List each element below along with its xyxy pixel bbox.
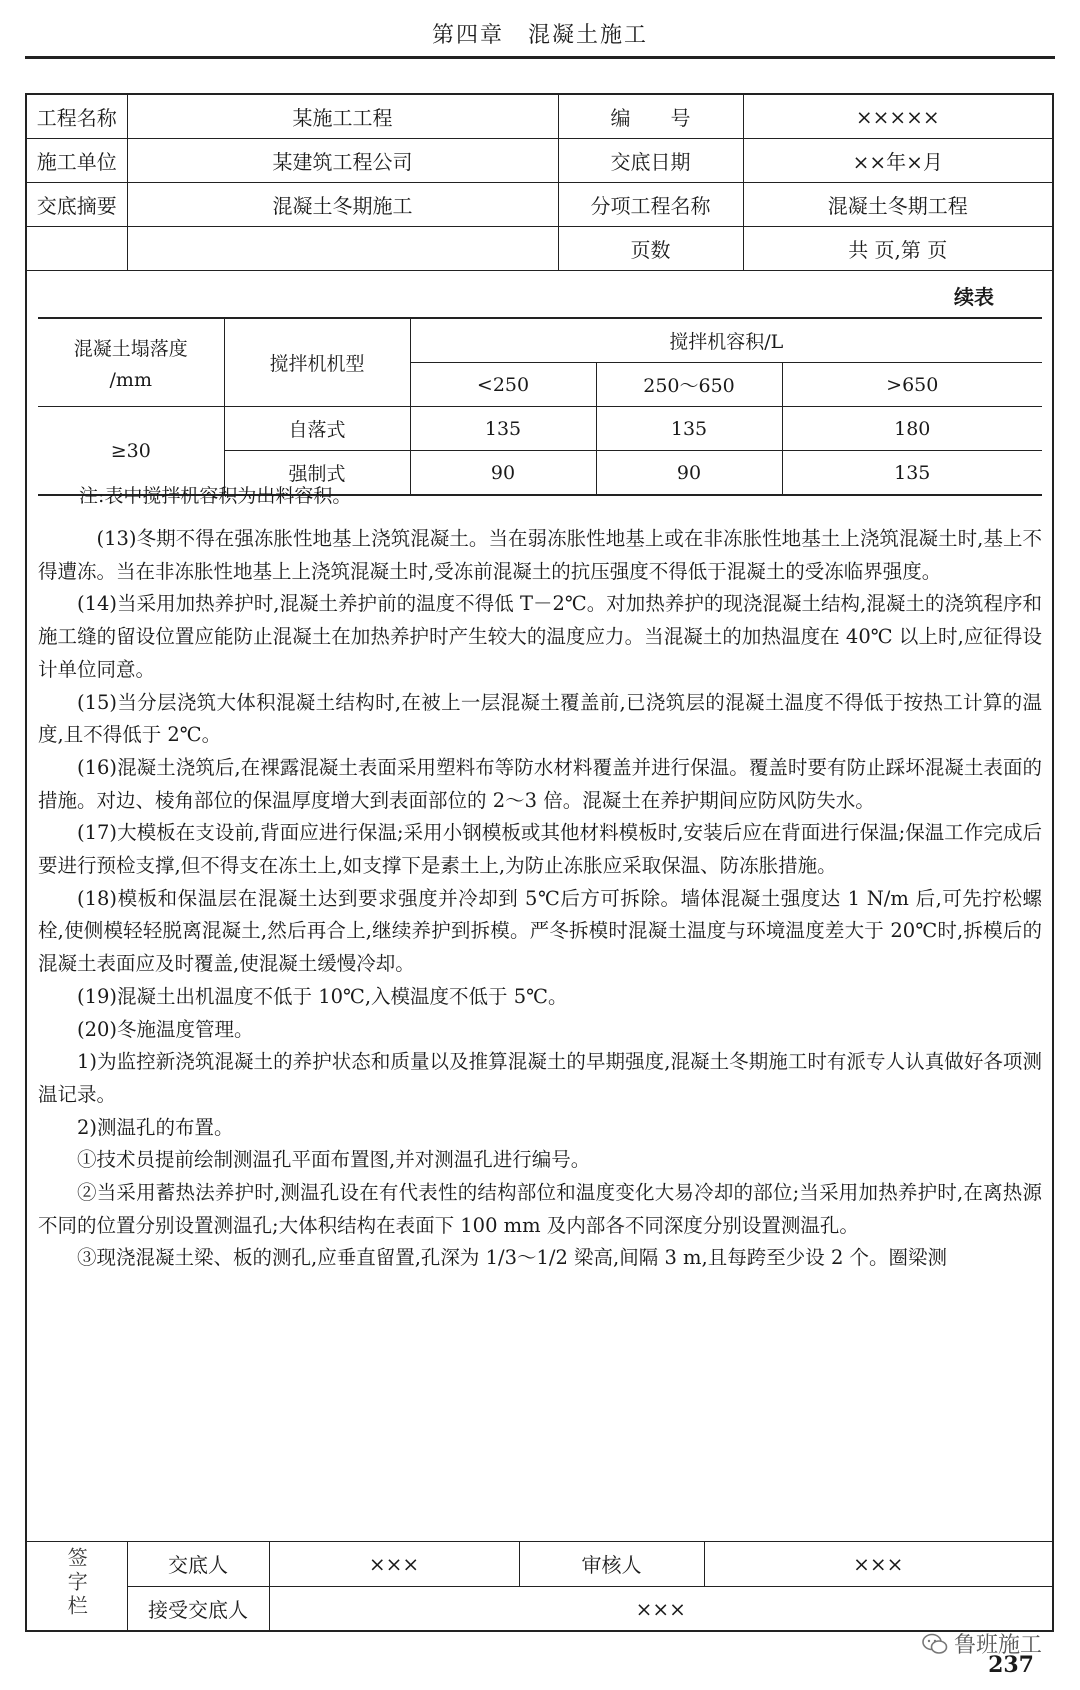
table-cell: 180: [782, 407, 1042, 451]
mixer-type-header: 搅拌机机型: [224, 318, 410, 407]
reviewer-value: ×××: [704, 1541, 1052, 1586]
table-cell: 135: [782, 451, 1042, 496]
table-cell: 135: [596, 407, 782, 451]
disclosure-document: [25, 93, 1054, 1632]
info-label: 交底摘要: [27, 183, 127, 227]
receiver-value: ×××: [269, 1586, 1052, 1631]
slump-header: [38, 318, 224, 407]
capacity-header: 搅拌机容积/L: [410, 318, 1042, 363]
body-text: [38, 523, 1042, 1275]
signature-section-label: 签字栏: [64, 1547, 89, 1620]
info-value: [127, 227, 558, 271]
paragraph: (14)当采用加热养护时,混凝土养护前的温度不得低 T－2℃。对加热养护的现浇混凝土结构,混凝土的浇筑程序和施工缝的留设位置应能防止混凝土在加热养护时产生较大的温度应力。当混凝土的加热温度在 40℃ 以上时,应征得设计单位同意。: [38, 592, 1042, 681]
paragraph: (17)大模板在支设前,背面应进行保温;采用小钢模板或其他材料模板时,安装后应在背面进行保温;保温工作完成后要进行预检支撑,但不得支在冻土上,如支撑下是素土上,为防止冻胀应采取保温、防冻胀措施。: [38, 821, 1042, 878]
info-value: ×××××: [743, 95, 1052, 139]
info-value: 共 页,第 页: [743, 227, 1052, 271]
wechat-icon: [922, 1633, 948, 1655]
chapter-header: 第四章 混凝土施工: [431, 23, 648, 48]
table-cell: 135: [410, 407, 596, 451]
paragraph: (18)模板和保温层在混凝土达到要求强度并冷却到 5℃后方可拆除。墙体混凝土强度达 1 N/m 后,可先拧松螺栓,使侧模轻轻脱离混凝土,然后再合上,继续养护到拆模。严冬拆模时混凝土温度与环境温度差大于 20℃时,拆模后的混凝土表面应及时覆盖,使混凝土缓慢冷却。: [38, 886, 1042, 976]
table-cell: 90: [410, 451, 596, 496]
paragraph: ①技术员提前绘制测温孔平面布置图,并对测温孔进行编号。: [77, 1148, 591, 1172]
info-label: 工程名称: [27, 95, 127, 139]
capacity-column: <250: [410, 363, 596, 407]
receiver-label: 接受交底人: [127, 1586, 269, 1631]
table-row: [38, 407, 1042, 451]
info-label: 施工单位: [27, 139, 127, 183]
disclosure-content: [27, 273, 1052, 1631]
paragraph: ②当采用蓄热法养护时,测温孔设在有代表性的结构部位和温度变化大易冷却的部位;当采用加热养护时,在离热源不同的位置分别设置测温孔;大体积结构在表面下 100 mm 及内部各不同深度分别设置测温孔。: [38, 1181, 1042, 1237]
mixer-type: 强制式: [224, 451, 410, 496]
paragraph: 2)测温孔的布置。: [77, 1115, 234, 1139]
info-label: 交底日期: [558, 139, 743, 183]
paragraph: (19)混凝土出机温度不低于 10℃,入模温度不低于 5℃。: [77, 984, 568, 1008]
signature-row: [27, 1541, 1052, 1586]
info-value: 混凝土冬期工程: [743, 183, 1052, 227]
table-note: 注:表中搅拌机容积为出料容积。: [79, 485, 352, 507]
signature-table: [27, 1541, 1052, 1632]
capacity-column: 250～650: [596, 363, 782, 407]
table-row: [38, 318, 1042, 363]
signature-row: [27, 1586, 1052, 1631]
page-number: 237: [988, 1652, 1034, 1678]
info-value: ××年×月: [743, 139, 1052, 183]
paragraph: 1)为监控新浇筑混凝土的养护状态和质量以及推算混凝土的早期强度,混凝土冬期施工时有派专人认真做好各项测温记录。: [38, 1050, 1042, 1106]
paragraph: (20)冬施温度管理。: [77, 1017, 254, 1041]
info-table: [27, 95, 1052, 271]
slump-header-unit: /mm: [109, 369, 152, 391]
info-label: 页数: [558, 227, 743, 271]
info-value: 某建筑工程公司: [127, 139, 558, 183]
watermark-text: 鲁班施工: [953, 1633, 1042, 1658]
reviewer-label: 审核人: [519, 1541, 704, 1586]
paragraph: (15)当分层浇筑大体积混凝土结构时,在被上一层混凝土覆盖前,已浇筑层的混凝土温度不得低于按热工计算的温度,且不得低于 2℃。: [38, 690, 1042, 747]
info-row: [27, 95, 1052, 139]
mixer-type: 自落式: [224, 407, 410, 451]
slump-value: ≥30: [38, 407, 224, 496]
info-label: [27, 227, 127, 271]
info-value: 混凝土冬期施工: [127, 183, 558, 227]
presenter-label: 交底人: [127, 1541, 269, 1586]
paragraph: ③现浇混凝土梁、板的测孔,应垂直留置,孔深为 1/3～1/2 梁高,间隔 3 m,且每跨至少设 2 个。圈梁测: [77, 1246, 948, 1270]
header-rule: [25, 56, 1055, 59]
info-value: 某施工工程: [127, 95, 558, 139]
info-row: [27, 139, 1052, 183]
info-row: [27, 227, 1052, 271]
signature-section: [27, 1541, 127, 1631]
table-cell: 90: [596, 451, 782, 496]
capacity-column: >650: [782, 363, 1042, 407]
info-label: 编 号: [558, 95, 743, 139]
presenter-value: ×××: [269, 1541, 519, 1586]
paragraph: (13)冬期不得在强冻胀性地基上浇筑混凝土。当在弱冻胀性地基上或在非冻胀性地基土上浇筑混凝土时,基上不得遭冻。当在非冻胀性地基上上浇筑混凝土时,受冻前混凝土的抗压强度不得低于混凝土的受冻临界强度。: [38, 527, 1042, 583]
slump-header-label: 混凝土塌落度: [73, 338, 188, 360]
info-row: [27, 183, 1052, 227]
paragraph: (16)混凝土浇筑后,在裸露混凝土表面采用塑料布等防水材料覆盖并进行保温。覆盖时要有防止踩坏混凝土表面的措施。对边、棱角部位的保温厚度增大到表面部位的 2～3 倍。混凝土在养护期间应防风防失水。: [38, 755, 1042, 812]
continued-label: 续表: [954, 285, 994, 309]
mixing-time-table: [38, 317, 1042, 496]
info-label: 分项工程名称: [558, 183, 743, 227]
